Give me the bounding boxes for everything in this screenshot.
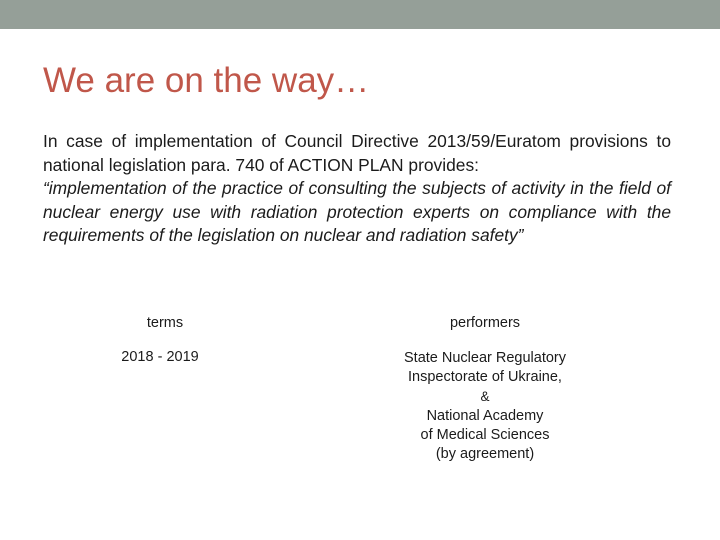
quote-paragraph: “implementation of the practice of consulting the subjects of activity in the field of nuclear energy use with radiation protection experts on compliance with the requirements of the legislation on nuclear and radiation safety” [43,178,671,246]
performer-note: (by agreement) [435,446,535,463]
performer-line: State Nuclear Regulatory [404,350,566,366]
performers-list [365,349,605,464]
terms-value: 2018 - 2019 [121,349,199,365]
performers-header: performers [449,315,521,331]
terms-header: terms [146,315,184,331]
slide-title: We are on the way… [43,61,370,100]
performer-ampersand: & [480,389,490,405]
performer-line: of Medical Sciences [420,426,550,443]
performer-line: National Academy [426,407,544,424]
intro-paragraph: In case of implementation of Council Directive 2013/59/Euratom provisions to national legislation para. 740 of ACTION PLAN provides: [43,131,671,175]
performer-line: Inspectorate of Ukraine, [408,369,562,386]
